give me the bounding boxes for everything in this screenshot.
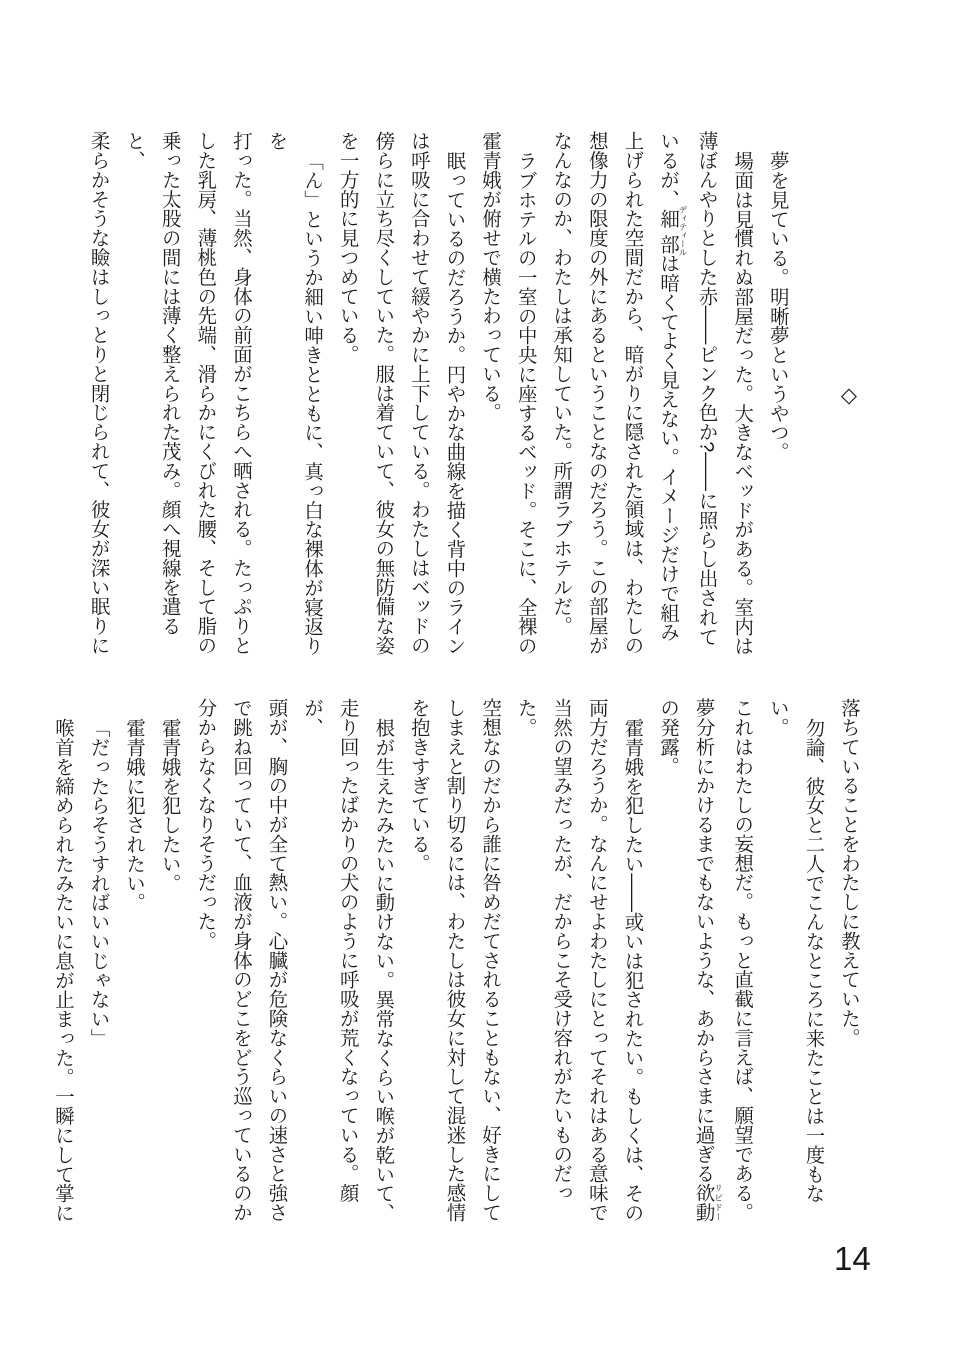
text-line: で跳ね回っていて、血液が身体のどこをどう巡っているのか [229,698,252,1222]
text-line: は呼吸に合わせて緩やかに上下している。わたしはベッドの [407,131,430,655]
text-line: これはわたしの妄想だ。もっと直截に言えば、願望である。 [731,698,754,1222]
text-line: 傍らに立ち尽くしていた。服は着ていて、彼女の無防備な姿 [372,131,395,655]
text-line: 上げられた空間だから、暗がりに隠された領域は、わたしの [621,131,644,655]
blank-line [795,131,831,658]
text-line: を抱きすぎている。 [407,698,430,873]
text-line: 根が生えたみたいに動けない。異常なくらい喉が乾いて、 [372,718,395,1223]
text-line: 薄ぼんやりとした赤――ピンク色か?――に照らし出されて [695,131,718,647]
text-line: 霍青娥を犯したい――或いは犯されたい。もしくは、その [621,718,644,1223]
text-line: 霍青娥を犯したい。 [158,718,181,893]
text-line: 夢を見ている。明晰夢というやつ。 [766,151,789,462]
top-text-block [80,131,866,658]
text-line: した乳房、薄桃色の先端、滑らかにくびれた腰、そして脂の [194,131,217,655]
text-line: 空想なのだから誰に咎めだてされることもない、好きにして [479,698,502,1222]
ruby-reading: ディティール [678,205,689,257]
bottom-text-block [44,698,866,1225]
text-line: を一方的に見つめている。 [336,131,359,364]
ruby-reading: リビドー [713,1183,724,1222]
text-line: 両方だろうか。なんにせよわたしにとってそれはある意味で [585,698,608,1222]
page-number: 14 [834,1240,871,1277]
text-line: 走り回ったばかりの犬のように呼吸が荒くなっている。顔が、 [301,698,359,1203]
ruby-annotated-text: 欲動 リビドー [692,1183,724,1222]
text-line: なんなのか、わたしは承知していた。所謂ラブホテルだ。 [550,131,573,636]
text-line: 柔らかそうな瞼はしっとりと閉じられて、彼女が深い眠りに [87,131,110,655]
text-line: 想像力の限度の外にあるということなのだろう。この部屋が [585,131,608,655]
text-line: 霍青娥が俯せで横たわっている。 [479,131,502,422]
text-line: 乗った太股の間には薄く整えられた茂み。顔へ視線を遣ると、 [123,131,181,636]
text-line: 落ちていることをわたしに教えていた。 [838,698,860,1048]
text-line: 「ん」というか細い呻きとともに、真っ白な裸体が寝返りを [265,131,324,656]
section-divider: ◇ [837,382,860,407]
text-line: 場面は見慣れぬ部屋だった。大きなベッドがある。室内は [731,151,754,656]
text-line: 眠っているのだろうか。円やかな曲線を描く背中のライン [443,151,466,656]
text-line: 分からなくなりそうだった。 [194,698,217,951]
text-line: 当然の望みだったが、だからこそ受け容れがたいものだった。 [514,698,573,1203]
text-line: 霍青娥に犯されたい。 [123,718,146,913]
text-line: 勿論、彼女と二人でこんなところに来たことは一度もない。 [766,698,825,1204]
text-line: いるが、細部 ディティールは暗くてよく見えない。イメージだけで組み [657,131,689,642]
text-line: 「だったらそうすればいいじゃない」 [87,718,110,1049]
text-line: ラブホテルの一室の中央に座するベッド。そこに、全裸の [514,151,537,656]
ruby-annotated-text: 細部 ディティール [657,205,689,257]
text-line: 喉首を締められたみたいに息が止まった。一瞬にして掌に [51,718,74,1223]
text-line: 夢分析にかけるまでもないような、あからさまに過ぎる欲動 リビドー [692,698,724,1222]
text-line: しまえと割り切るには、わたしは彼女に対して混迷した感情 [443,698,466,1222]
text-line: の発露。 [657,698,680,776]
text-line: 打った。当然、身体の前面がこちらへ晒される。たっぷりと [229,131,252,655]
text-line: 頭が、胸の中が全て熱い。心臓が危険なくらいの速さと強さ [265,698,288,1222]
